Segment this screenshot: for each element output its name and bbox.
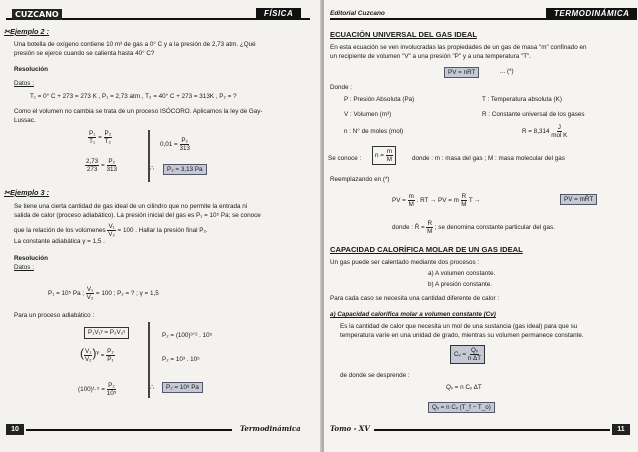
ex2-isocoro-2: Lussac.	[14, 117, 36, 124]
intro-line-1: En esta ecuación se ven involucradas las propiedades de un gas de masa "m" confinado en	[330, 44, 587, 51]
equation-ref: ... (*)	[500, 68, 514, 75]
footer-rule-left	[26, 429, 232, 431]
footer-title-left: Termodinámica	[240, 424, 301, 433]
heat-intro: Un gas puede ser calentado mediante dos procesos :	[330, 259, 480, 266]
process-a: a) A volumen constante.	[428, 270, 496, 277]
def-constant: R : Constante universal de los gases	[482, 111, 585, 118]
derivation-line: PV = $\frac{m}{M}$ . RT → PV = m $\frac{R}{M}$ T →	[392, 193, 481, 208]
example-3-title: ✂Ejemplo 3 :	[4, 188, 50, 197]
scissors-icon: ✂	[4, 27, 11, 36]
header-tag-termodinamica: TERMODINÁMICA	[546, 8, 637, 20]
ideal-gas-equation-box: PV = nRT	[444, 67, 479, 78]
right-page	[324, 0, 638, 452]
ex3-statement-1: Se tiene una cierta cantidad de gas ideal de un cilindro que no permite la entrada ni	[14, 203, 248, 210]
ex2-result-box: P₂ = 3,13 Pa	[163, 164, 207, 175]
ex3-statement-4: La constante adiabática γ = 1,5 .	[14, 238, 105, 245]
ex3-adiabatic-intro: Para un proceso adiabático :	[14, 312, 95, 319]
ex2-statement-1: Una botella de oxígeno contiene 10 m³ de gas a 0° C y a la presión de 2,73 atm. ¿Qué	[14, 41, 256, 48]
intro-line-2: un recipiente de volumen "V" a una presión "P" y a una temperatura "T".	[330, 53, 532, 60]
heat-equation-1: Qᵥ = n Cᵥ ΔT	[446, 384, 482, 391]
section-title-heat-capacity: CAPACIDAD CALORÍFICA MOLAR DE UN GAS IDEAL	[330, 245, 523, 254]
particular-constant-def: donde : R̄ = $\frac{R}{M}$ ; se denomina constante particular del gas.	[392, 220, 555, 235]
page-number-left: 10	[6, 424, 24, 435]
donde-label: Donde :	[330, 84, 353, 91]
publisher-name: Editorial Cuzcano	[330, 10, 385, 17]
particular-equation-box: PV = mR̄T	[560, 194, 597, 205]
footer-tomo: Tomo - XV	[330, 424, 370, 433]
scissors-icon: ✂	[4, 188, 11, 197]
ex2-datos: Datos :	[14, 80, 34, 87]
example-2-title: ✂Ejemplo 2 :	[4, 27, 50, 36]
moles-formula-box: n = $\frac{m}{M}$	[372, 146, 396, 165]
ex3-step-2: P₂ = 10³ . 10⁵	[162, 356, 200, 363]
ex3-result-box: P₂ = 10⁸ Pa	[162, 382, 203, 393]
desprende-label: de donde se desprende :	[340, 372, 410, 379]
heat-note: Para cada caso se necesita una cantidad diferente de calor :	[330, 295, 500, 302]
ex2-isocoro-1: Como el volumen no cambia se trata de un proceso ISÓCORO. Aplicamos la ley de Gay-	[14, 108, 263, 115]
header-tag-fisica: FÍSICA	[256, 8, 301, 20]
reemplazando-label: Reemplazando en (*)	[330, 176, 390, 183]
def-pressure: P : Presión Absoluta (Pa)	[344, 96, 415, 103]
cv-def-2: temperatura varíe en una unidad de grado, mientras su volumen permanece constante.	[340, 332, 584, 339]
heat-equation-2-box: Qᵥ = n Cᵥ (T_f − T_o)	[428, 402, 495, 413]
publisher-logo: CUZCANO	[12, 9, 62, 20]
footer-rule-right	[374, 429, 610, 431]
therefore-symbol: ∴	[150, 165, 155, 172]
subsection-cv: a) Capacidad calorífica molar a volumen constante (Cv)	[330, 311, 496, 318]
adiabatic-ratio-equation: ( $\frac{\text{V₁}}{\text{V₂}}$ )$^\gamma$ = $\frac{\text{P₂}}{\text{P₁}}$	[80, 346, 114, 363]
adiabatic-law-box: P₁V₁ᵞ = P₂V₂ᵞ	[84, 327, 129, 339]
substituted-equation: $\frac{2,73}{273}$ = $\frac{\text{P₂}}{313}$	[86, 158, 117, 173]
ex2-datos-line: T₁ = 0° C + 273 = 273 K , P₁ = 2,73 atm , T₂ = 40° C + 273 = 313K , P₂ = ?	[30, 93, 237, 100]
ex2-resolucion: Resolución	[14, 66, 48, 73]
page-number-right: 11	[612, 424, 630, 435]
r-value: R = 8,314 $\frac{J}{\text{mol K}}$	[522, 124, 568, 139]
gay-lussac-equation: $\frac{\text{P₁}}{\text{T₁}}$ = $\frac{\text{P₂}}{\text{T₂}}$	[89, 130, 112, 145]
ex2-statement-2: presión se ejerce cuando se calienta hasta 40° C?	[14, 50, 155, 57]
ex3-resolucion: Resolución	[14, 255, 48, 262]
se-conoce-label: Se conoce :	[328, 155, 362, 162]
ex3-datos: Datos :	[14, 264, 34, 271]
cv-formula-box: Cᵥ = $\frac{\text{Qᵥ}}{\text{n ΔT}}$	[450, 345, 485, 364]
def-temperature: T : Temperatura absoluta (K)	[482, 96, 562, 103]
cv-def-1: Es la cantidad de calor que necesita un mol de una sustancia (gas ideal) para que su	[340, 323, 578, 330]
def-moles: n : N° de moles (mol)	[344, 128, 404, 135]
ex3-datos-line: P₁ = 10⁵ Pa ; $\frac{\text{V₁}}{\text{V₂}}$ = 100 ; P₂ = ? ; γ = 1,5	[48, 286, 159, 301]
divider-line	[148, 130, 150, 182]
def-volume: V : Volumen (m³)	[344, 111, 392, 118]
section-title-ideal-gas: ECUACIÓN UNIVERSAL DEL GAS IDEAL	[330, 30, 477, 39]
ratio-equation: 0,01 = $\frac{\text{P₂}}{313}$	[160, 137, 190, 152]
adiabatic-substitution: (100)¹·⁵ = $\frac{\text{P₂}}{\text{10⁵}}$	[78, 382, 117, 397]
ex3-statement-2: salida de calor (proceso adiabático). La presión inicial del gas es P₁ = 10⁵ Pa; se conoce	[14, 212, 261, 219]
process-b: b) A presión constante.	[428, 281, 493, 288]
therefore-symbol-2: ∴	[150, 384, 155, 391]
ex3-statement-3: que la relación de los volúmenes $\frac{\text{V₁}}{\text{V₂}}$ = 100 . Hallar la presión final P₂.	[14, 223, 208, 238]
ex3-step-1: P₂ = (100)³ᐟ² . 10⁵	[162, 332, 213, 339]
mass-definitions: donde : m : masa del gas ; M : masa molecular del gas	[412, 155, 565, 162]
